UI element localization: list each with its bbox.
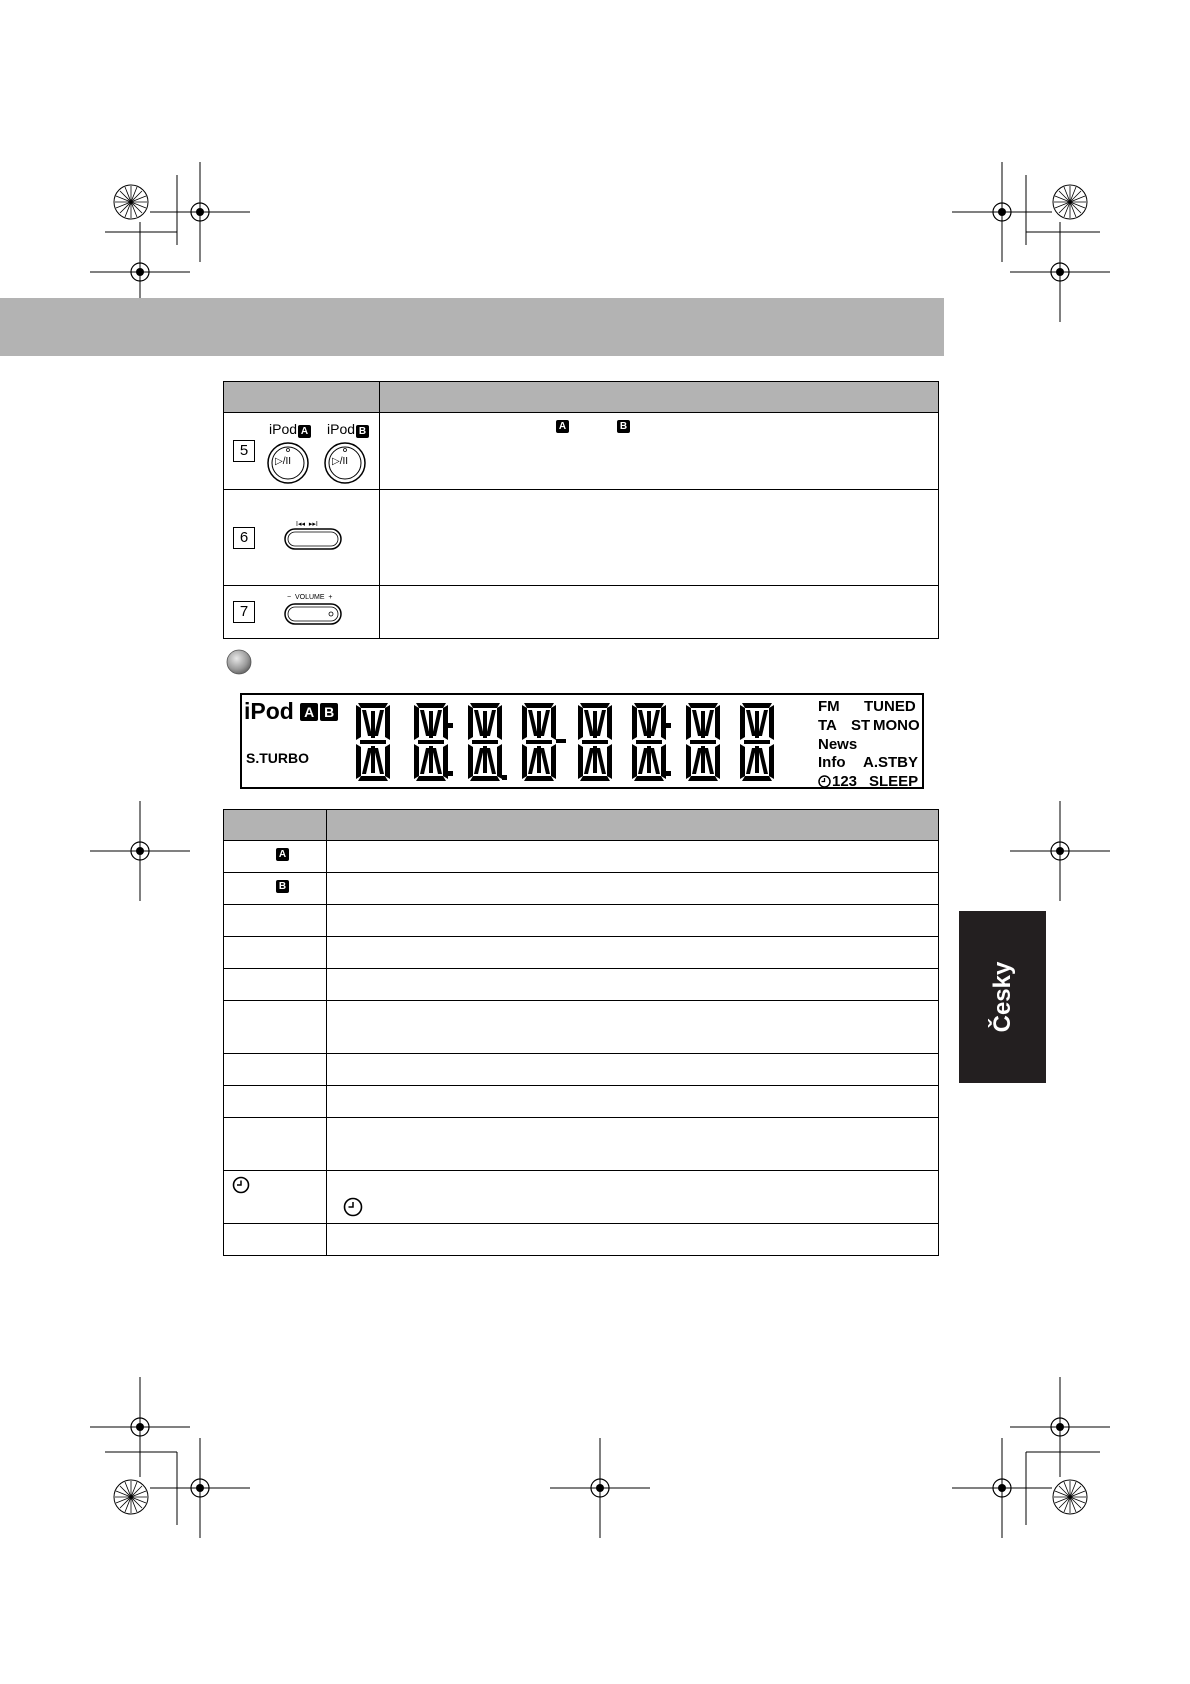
lcd-segment xyxy=(522,705,527,740)
lcd-segment xyxy=(429,711,433,738)
lcd-segment xyxy=(758,710,768,736)
indicator-table-header xyxy=(224,810,939,841)
lcd-segment xyxy=(385,705,390,740)
lcd-segment xyxy=(474,748,484,774)
lcd-timer-icon xyxy=(818,775,831,788)
lcd-segment xyxy=(537,711,541,738)
lcd-segment xyxy=(742,703,772,708)
lcd-segment xyxy=(634,776,664,781)
header-cell xyxy=(224,810,327,841)
table-row xyxy=(224,873,939,905)
lcd-fm-label: FM xyxy=(818,698,840,715)
language-tab-label: Česky xyxy=(988,961,1016,1033)
badge-b-icon: B xyxy=(276,880,289,893)
lcd-separator xyxy=(502,775,507,780)
lcd-segment xyxy=(744,740,770,744)
lcd-mono-label: MONO xyxy=(873,717,920,734)
badge-b-icon: B xyxy=(356,425,369,438)
volume-knob xyxy=(284,603,342,625)
lcd-segment xyxy=(486,748,496,774)
lcd-separator xyxy=(666,723,671,776)
lcd-segment xyxy=(362,748,372,774)
lcd-ta-label: TA xyxy=(818,717,837,734)
lcd-segment xyxy=(474,710,484,736)
description-cell xyxy=(327,841,939,873)
row-number: 6 xyxy=(233,527,255,549)
table-row xyxy=(224,905,939,937)
lcd-segment xyxy=(526,740,552,744)
lcd-segment xyxy=(420,748,430,774)
description-cell xyxy=(327,1001,939,1054)
lcd-segment xyxy=(690,740,716,744)
table-row xyxy=(224,1001,939,1054)
lcd-segment xyxy=(755,746,759,773)
lcd-segment xyxy=(358,703,388,708)
lcd-digit xyxy=(632,703,666,781)
description-cell xyxy=(327,1118,939,1171)
lcd-segment xyxy=(362,710,372,736)
lcd-segment xyxy=(497,744,502,779)
lcd-digit xyxy=(356,703,390,781)
lcd-segment xyxy=(374,748,384,774)
lcd-segment xyxy=(666,723,671,728)
lcd-tuned-label: TUNED xyxy=(864,698,916,715)
lcd-segment xyxy=(385,744,390,779)
badge-b-icon: B xyxy=(617,420,630,433)
lcd-segment xyxy=(740,744,745,779)
lcd-timer-label: 123 xyxy=(832,773,858,790)
indicator-cell xyxy=(224,1224,327,1256)
description-cell xyxy=(327,905,939,937)
lcd-segment xyxy=(524,776,554,781)
table-row xyxy=(224,969,939,1001)
badge-a-icon: A xyxy=(556,420,569,433)
lcd-segment xyxy=(432,748,442,774)
lcd-segment xyxy=(758,748,768,774)
lcd-segment xyxy=(607,705,612,740)
skip-icons: I◂◂ ▸▸I xyxy=(296,521,318,528)
description-cell xyxy=(380,413,939,490)
lcd-segment xyxy=(650,710,660,736)
lcd-segment xyxy=(688,776,718,781)
description-cell xyxy=(327,873,939,905)
play-pause-icon: ▷/II xyxy=(275,456,292,467)
lcd-digit xyxy=(468,703,502,781)
badge-a-icon: A xyxy=(298,425,311,438)
lcd-segment xyxy=(632,744,637,779)
lcd-segment xyxy=(769,705,774,740)
lcd-digit xyxy=(414,703,448,781)
lcd-segment xyxy=(593,711,597,738)
lcd-segment xyxy=(360,740,386,744)
lcd-segment xyxy=(647,711,651,738)
lcd-segment xyxy=(580,703,610,708)
indicator-table xyxy=(223,809,939,1256)
header-cell xyxy=(224,382,380,413)
lcd-segment xyxy=(607,744,612,779)
lcd-segment xyxy=(416,776,446,781)
description-cell xyxy=(327,1171,939,1224)
lcd-segment xyxy=(497,705,502,740)
lcd-display xyxy=(240,693,924,789)
lcd-separator xyxy=(448,723,453,776)
lcd-segment xyxy=(632,705,637,740)
lcd-segment xyxy=(704,710,714,736)
lcd-segment xyxy=(686,705,691,740)
description-cell xyxy=(380,586,939,639)
table-row xyxy=(224,1086,939,1118)
lcd-segment xyxy=(661,744,666,779)
lcd-digit xyxy=(686,703,720,781)
indicator-cell xyxy=(224,1118,327,1171)
lcd-badge-b-icon: B xyxy=(320,703,338,721)
lcd-segment xyxy=(596,748,606,774)
lcd-segment xyxy=(468,705,473,740)
indicator-cell xyxy=(224,905,327,937)
lcd-segment xyxy=(502,775,507,780)
lcd-segment xyxy=(638,710,648,736)
lcd-segment xyxy=(371,711,375,738)
lcd-segment xyxy=(522,744,527,779)
table-row xyxy=(224,413,939,490)
lcd-segment xyxy=(358,776,388,781)
lcd-digit xyxy=(522,703,556,781)
lcd-info-label: Info xyxy=(818,754,846,771)
lcd-segment xyxy=(704,748,714,774)
control-cell xyxy=(224,586,380,639)
indicator-cell xyxy=(224,1054,327,1086)
table-row xyxy=(224,841,939,873)
description-cell xyxy=(380,490,939,586)
indicator-cell xyxy=(224,937,327,969)
lcd-astby-label: A.STBY xyxy=(863,754,919,771)
lcd-segment xyxy=(528,710,538,736)
row-number: 5 xyxy=(233,440,255,462)
table-row xyxy=(224,490,939,586)
lcd-segment xyxy=(414,744,419,779)
lcd-segment xyxy=(769,744,774,779)
lcd-segment xyxy=(374,710,384,736)
lcd-segment xyxy=(742,776,772,781)
lcd-segment xyxy=(551,705,556,740)
lcd-segment xyxy=(755,711,759,738)
lcd-ipod-text: iPod xyxy=(244,698,294,724)
lcd-segment xyxy=(483,746,487,773)
lcd-segment xyxy=(540,710,550,736)
lcd-segment xyxy=(638,748,648,774)
lcd-segment xyxy=(551,744,556,779)
description-cell xyxy=(327,969,939,1001)
lcd-segment xyxy=(578,705,583,740)
lcd-segment xyxy=(661,705,666,740)
lcd-segment xyxy=(486,710,496,736)
buttons-table xyxy=(223,381,939,639)
indicator-cell xyxy=(224,969,327,1001)
lcd-segment xyxy=(584,748,594,774)
lcd-segment xyxy=(448,723,453,728)
lcd-segment xyxy=(429,746,433,773)
lcd-segment xyxy=(371,746,375,773)
lcd-segment xyxy=(468,744,473,779)
language-tab xyxy=(959,911,1046,1083)
lcd-segment xyxy=(701,711,705,738)
lcd-segment xyxy=(443,744,448,779)
ipod-label: iPod xyxy=(327,421,356,437)
description-cell xyxy=(327,937,939,969)
lcd-segment xyxy=(356,705,361,740)
lcd-digit-group xyxy=(352,699,822,785)
lcd-segment xyxy=(580,776,610,781)
lcd-segment xyxy=(418,740,444,744)
lcd-segment xyxy=(472,740,498,744)
lcd-segment xyxy=(692,748,702,774)
row-number: 7 xyxy=(233,601,255,623)
lcd-segment xyxy=(596,710,606,736)
indicator-cell xyxy=(224,1001,327,1054)
header-cell xyxy=(380,382,939,413)
indicator-cell xyxy=(224,1171,327,1224)
indicator-cell xyxy=(224,1086,327,1118)
lcd-segment xyxy=(701,746,705,773)
lcd-segment xyxy=(666,771,671,776)
lcd-segment xyxy=(470,776,500,781)
lcd-sleep-label: SLEEP xyxy=(869,773,919,790)
lcd-segment xyxy=(524,703,554,708)
lcd-segment xyxy=(688,703,718,708)
lcd-digit xyxy=(740,703,774,781)
lcd-segment xyxy=(356,744,361,779)
lcd-news-label: News xyxy=(818,736,858,753)
lcd-segment xyxy=(634,703,664,708)
lcd-segment xyxy=(528,748,538,774)
lcd-segment xyxy=(578,744,583,779)
lcd-segment xyxy=(686,744,691,779)
table-row xyxy=(224,586,939,639)
table-row xyxy=(224,1224,939,1256)
section-bullet-icon xyxy=(225,648,253,676)
lcd-separator xyxy=(556,739,566,743)
volume-label: − VOLUME + xyxy=(287,594,333,601)
play-pause-icon: ▷/II xyxy=(332,456,349,467)
description-cell xyxy=(327,1054,939,1086)
timer-icon xyxy=(343,1197,363,1217)
table-row xyxy=(224,1054,939,1086)
lcd-segment xyxy=(483,711,487,738)
lcd-segment xyxy=(582,740,608,744)
lcd-segment xyxy=(650,748,660,774)
table-row xyxy=(224,1171,939,1224)
lcd-digit xyxy=(578,703,612,781)
lcd-segment xyxy=(443,705,448,740)
ipod-label: iPod xyxy=(269,421,298,437)
lcd-segment xyxy=(740,705,745,740)
lcd-segment xyxy=(692,710,702,736)
lcd-segment xyxy=(414,705,419,740)
description-cell xyxy=(327,1224,939,1256)
lcd-ipod-label xyxy=(244,698,338,725)
indicator-cell xyxy=(224,841,327,873)
lcd-segment xyxy=(540,748,550,774)
header-band xyxy=(0,298,944,356)
lcd-segment xyxy=(537,746,541,773)
lcd-segment xyxy=(636,740,662,744)
lcd-segment xyxy=(715,705,720,740)
header-cell xyxy=(327,810,939,841)
lcd-segment xyxy=(420,710,430,736)
lcd-segment xyxy=(746,748,756,774)
control-cell xyxy=(224,490,380,586)
lcd-segment xyxy=(647,746,651,773)
lcd-st-label: ST xyxy=(851,717,871,734)
buttons-table-header xyxy=(224,382,939,413)
lcd-segment xyxy=(584,710,594,736)
table-row xyxy=(224,937,939,969)
skip-button xyxy=(284,528,342,550)
timer-icon xyxy=(232,1176,250,1194)
lcd-segment xyxy=(556,739,566,743)
indicator-cell xyxy=(224,873,327,905)
lcd-segment xyxy=(715,744,720,779)
lcd-segment xyxy=(432,710,442,736)
lcd-badge-a-icon: A xyxy=(300,703,318,721)
lcd-segment xyxy=(416,703,446,708)
description-cell xyxy=(327,1086,939,1118)
badge-a-icon: A xyxy=(276,848,289,861)
lcd-segment xyxy=(448,771,453,776)
lcd-segment xyxy=(470,703,500,708)
lcd-segment xyxy=(593,746,597,773)
lcd-sturbo-label: S.TURBO xyxy=(246,750,309,766)
control-cell xyxy=(224,413,380,490)
lcd-segment xyxy=(746,710,756,736)
table-row xyxy=(224,1118,939,1171)
